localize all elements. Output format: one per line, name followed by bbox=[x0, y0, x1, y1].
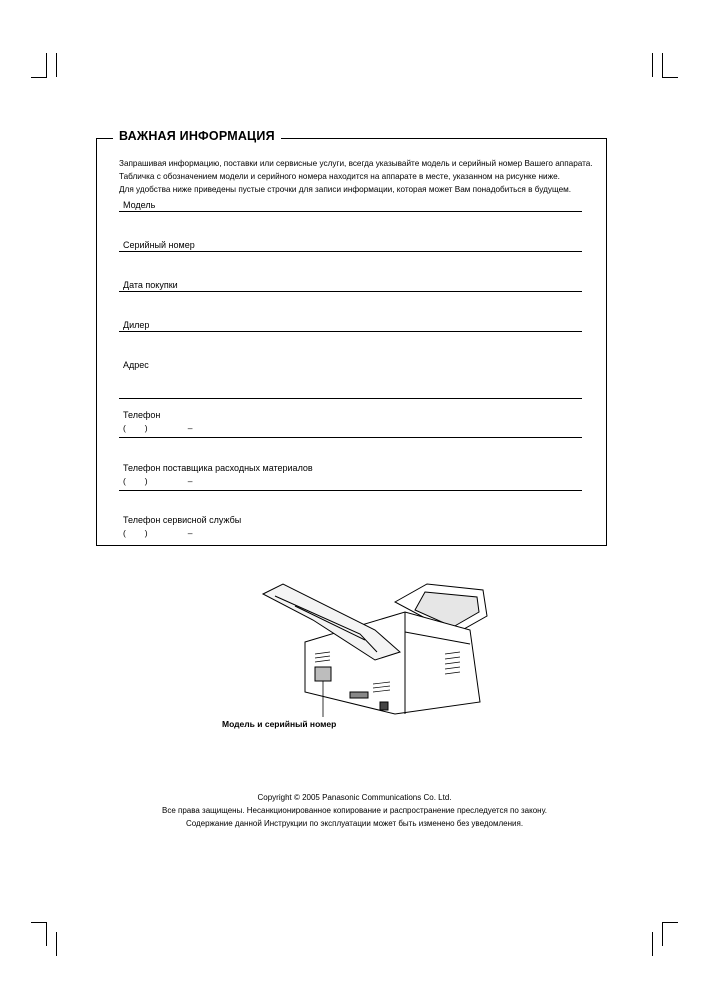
purchase-date-label: Дата покупки bbox=[123, 280, 178, 290]
purchase-date-line[interactable] bbox=[119, 291, 582, 292]
serial-label: Серийный номер bbox=[123, 240, 195, 250]
notice-text: Содержание данной Инструкции по эксплуатации может быть изменено без уведомления. bbox=[185, 819, 524, 828]
phone-line[interactable] bbox=[119, 437, 582, 438]
fax-machine-illustration bbox=[255, 572, 505, 722]
service-phone-label: Телефон сервисной службы bbox=[123, 515, 242, 525]
address-label: Адрес bbox=[123, 360, 149, 370]
serial-line[interactable] bbox=[119, 251, 582, 252]
section-title: ВАЖНАЯ ИНФОРМАЦИЯ bbox=[113, 129, 281, 143]
phone-template: ( ) – bbox=[123, 423, 193, 433]
rights-text: Все права защищены. Несанкционированное копирование и распространение преследуется по закону. bbox=[161, 806, 547, 815]
dealer-label: Дилер bbox=[123, 320, 150, 330]
copyright-text: Copyright © 2005 Panasonic Communications Co. Ltd. bbox=[257, 793, 452, 802]
supplier-phone-label: Телефон поставщика расходных материалов bbox=[123, 463, 313, 473]
supplier-phone-template: ( ) – bbox=[123, 476, 193, 486]
intro-line: Табличка с обозначением модели и серийного номера находится на аппарате в месте, указанном на рисунке ниже. bbox=[119, 172, 560, 181]
phone-label: Телефон bbox=[123, 410, 161, 420]
label-plate bbox=[315, 667, 331, 681]
address-line[interactable] bbox=[119, 398, 582, 399]
service-phone-template: ( ) – bbox=[123, 528, 193, 538]
figure-caption: Модель и серийный номер bbox=[222, 719, 337, 729]
supplier-phone-line[interactable] bbox=[119, 490, 582, 491]
intro-line: Запрашивая информацию, поставки или сервисные услуги, всегда указывайте модель и серийный номер Вашего аппарата. bbox=[119, 159, 593, 168]
model-label: Модель bbox=[123, 200, 156, 210]
dealer-line[interactable] bbox=[119, 331, 582, 332]
model-line[interactable] bbox=[119, 211, 582, 212]
intro-line: Для удобства ниже приведены пустые строчки для записи информации, которая может Вам понадобиться в будущем. bbox=[119, 185, 572, 194]
intro-text bbox=[119, 157, 599, 196]
